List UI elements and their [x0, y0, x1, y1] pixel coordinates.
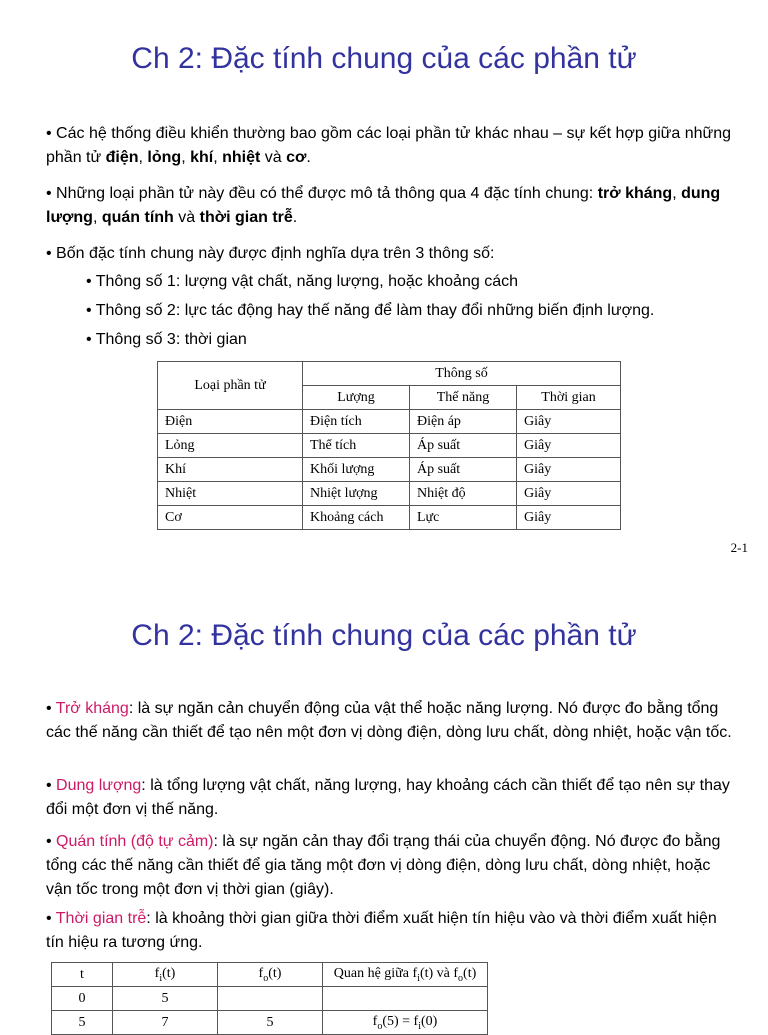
header-cell: Thời gian — [517, 386, 621, 410]
table-cell: Lỏng — [158, 434, 303, 458]
param-bullet-2: • Thông số 2: lực tác động hay thế năng để làm thay đổi những biến định lượng. — [86, 302, 655, 319]
table-row — [158, 410, 621, 434]
definition-inertia: • Quán tính (độ tự cảm): là sự ngăn cản thay đổi trạng thái của chuyển động. Nó được đo bằng tổng các thế năng cần thiết để gia tăng một đơn vị dòng điện, dòng lưu chất, dòng nhiệt, hoặc vận tốc trong một đơn vị thời gian (giây). — [46, 833, 721, 898]
header-cell: Thế năng — [410, 386, 517, 410]
element-params-table — [157, 361, 621, 530]
table-cell: Cơ — [158, 506, 303, 530]
paragraph-element-types: • Các hệ thống điều khiển thường bao gồm các loại phần tử khác nhau – sự kết hợp giữa những phần tử điện, lỏng, khí, nhiệt và cơ. — [46, 125, 732, 166]
table-cell: Khoảng cách — [303, 506, 410, 530]
term-inertia: Quán tính (độ tự cảm) — [56, 833, 214, 850]
table-cell: Giây — [517, 434, 621, 458]
slide-title: Ch 2: Đặc tính chung của các phần tử — [131, 619, 637, 652]
table-cell: Nhiệt độ — [410, 482, 517, 506]
table-cell — [218, 987, 323, 1011]
header-cell: Lượng — [303, 386, 410, 410]
table-cell: 0 — [52, 987, 113, 1011]
table-cell: Giây — [517, 506, 621, 530]
header-cell: $f_i(t)$ — [113, 963, 218, 987]
table-cell: 5 — [113, 987, 218, 1011]
table-cell: Nhiệt lượng — [303, 482, 410, 506]
table-cell: 7 — [113, 1011, 218, 1035]
term-delay: Thời gian trễ — [55, 910, 147, 927]
definition-delay: • Thời gian trễ: là khoảng thời gian giữa thời điểm xuất hiện tín hiệu vào và thời điểm xuất hiện tín hiệu ra tương ứng. — [46, 910, 717, 951]
term-impedance: Trở kháng — [55, 700, 129, 717]
table-header-row — [158, 362, 621, 386]
table-cell: Giây — [517, 458, 621, 482]
term-capacity: Dung lượng — [56, 777, 142, 794]
table-header-row — [52, 963, 488, 987]
table-cell: $f_o(5) = f_i(0)$ — [323, 1011, 488, 1035]
paragraph-three-params: • Bốn đặc tính chung này được định nghĩa dựa trên 3 thông số: — [46, 245, 495, 262]
header-cell: $f_o(t)$ — [218, 963, 323, 987]
table-cell: Điện — [158, 410, 303, 434]
table-cell: Nhiệt — [158, 482, 303, 506]
paragraph-four-properties: • Những loại phần tử này đều có thể được mô tả thông qua 4 đặc tính chung: trở kháng, dung lượng, quán tính và thời gian trễ. — [46, 185, 721, 226]
table-cell: Điện áp — [410, 410, 517, 434]
header-cell: Loại phần tử — [158, 362, 303, 410]
table-cell: Giây — [517, 482, 621, 506]
table-cell: Lực — [410, 506, 517, 530]
table-cell: Áp suất — [410, 434, 517, 458]
param-bullet-3: • Thông số 3: thời gian — [86, 331, 247, 348]
table-cell: 5 — [52, 1011, 113, 1035]
delay-table — [51, 962, 488, 1035]
table-cell: Khối lượng — [303, 458, 410, 482]
table-cell: Điện tích — [303, 410, 410, 434]
table-row — [158, 506, 621, 530]
table-row — [158, 458, 621, 482]
header-cell: Quan hệ giữa $f_i(t)$ và $f_o(t)$ — [323, 963, 488, 987]
slide-title: Ch 2: Đặc tính chung của các phần tử — [131, 42, 637, 75]
definition-capacity: • Dung lượng: là tổng lượng vật chất, năng lượng, hay khoảng cách cần thiết để tạo nên sự thay đổi một đơn vị thế năng. — [46, 777, 730, 818]
table-row — [52, 1011, 488, 1035]
table-cell: Khí — [158, 458, 303, 482]
table-cell: Áp suất — [410, 458, 517, 482]
header-cell: t — [52, 963, 113, 987]
header-cell: Thông số — [303, 362, 621, 386]
table-cell: Thể tích — [303, 434, 410, 458]
param-bullet-1: • Thông số 1: lượng vật chất, năng lượng, hoặc khoảng cách — [86, 273, 518, 290]
table-row — [158, 482, 621, 506]
table-row — [158, 434, 621, 458]
table-row — [52, 987, 488, 1011]
table-cell: Giây — [517, 410, 621, 434]
table-cell: 5 — [218, 1011, 323, 1035]
definition-impedance: • Trở kháng: là sự ngăn cản chuyển động của vật thể hoặc năng lượng. Nó được đo bằng tổng các thế năng cần thiết để tạo nên một đơn vị dòng điện, dòng lưu chất, dòng nhiệt, hoặc vận tốc. — [46, 700, 732, 741]
slide-2 — [0, 585, 768, 1024]
table-cell — [323, 987, 488, 1011]
page-number: 2-1 — [730, 540, 748, 555]
